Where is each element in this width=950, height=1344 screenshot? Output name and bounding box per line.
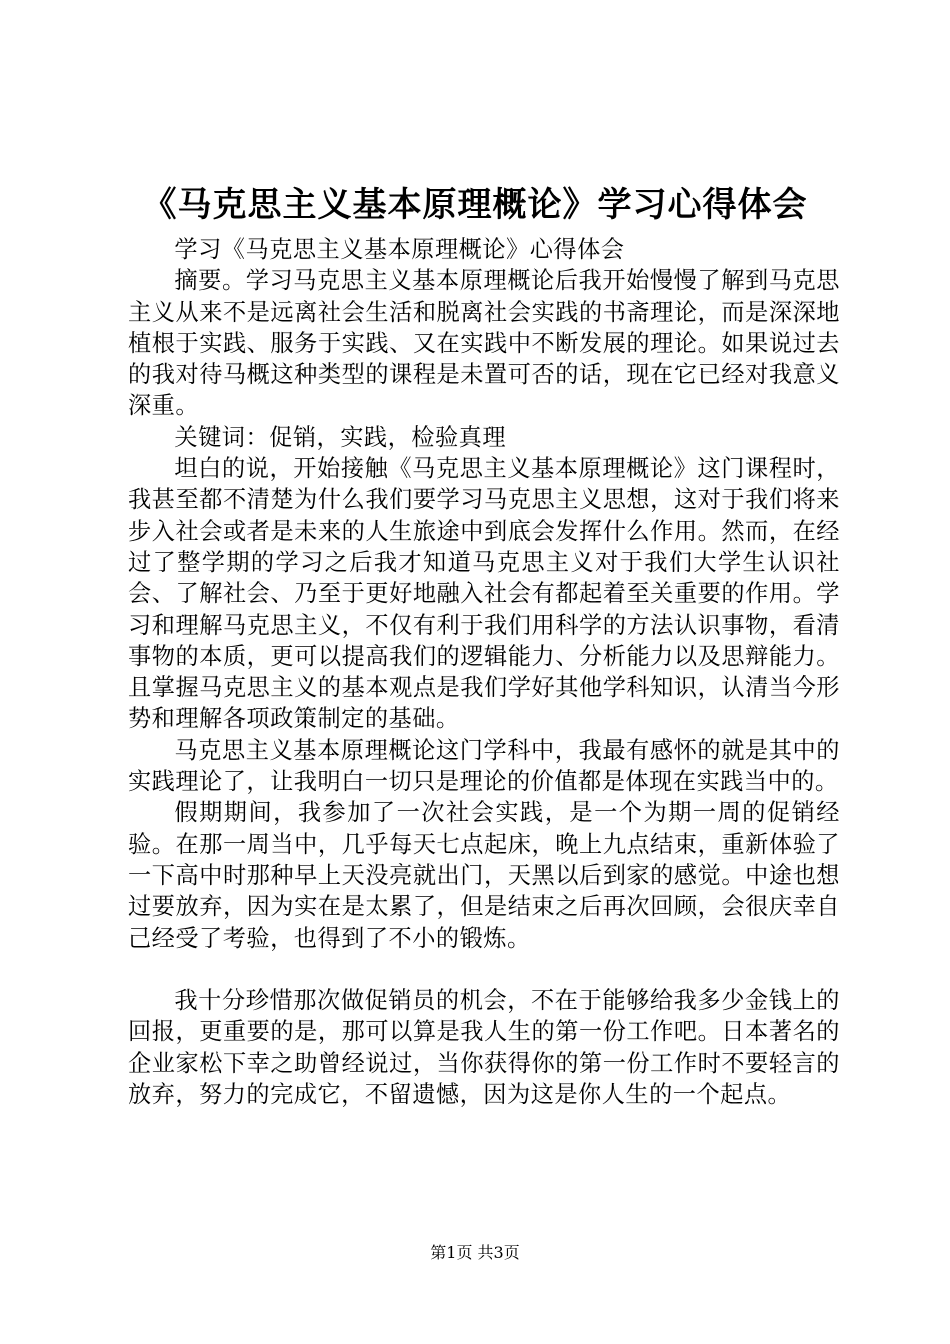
page-number: 第1页 共3页 [430,1243,520,1262]
document-title: 《马克思主义基本原理概论》学习心得体会 [142,185,808,225]
body-paragraph: 假期期间，我参加了一次社会实践，是一个为期一周的促销经验。在那一周当中，几乎每天七点起床，晚上九点结束，重新体验了一下高中时那种早上天没亮就出门，天黑以后到家的感觉。中途也想过要放弃，因为实在是太累了，但是结束之后再次回顾，会很庆幸自己经受了考验，也得到了不小的锻炼。 [128,799,840,952]
body-paragraph: 我十分珍惜那次做促销员的机会，不在于能够给我多少金钱上的回报，更重要的是，那可以算是我人生的第一份工作吧。日本著名的企业家松下幸之助曾经说过，当你获得你的第一份工作时不要轻言的放弃，努力的完成它，不留遗憾，因为这是你人生的一个起点。 [128,987,840,1109]
abstract-paragraph: 摘要。学习马克思主义基本原理概论后我开始慢慢了解到马克思主义从来不是远离社会生活和脱离社会实践的书斋理论，而是深深地植根于实践、服务于实践、又在实践中不断发展的理论。如果说过去的我对待马概这种类型的课程是未置可否的话，现在它已经对我意义深重。 [128,267,840,420]
subtitle-line: 学习《马克思主义基本原理概论》心得体会 [174,236,625,263]
document-body [128,234,840,1110]
body-paragraph: 坦白的说，开始接触《马克思主义基本原理概论》这门课程时，我甚至都不清楚为什么我们要学习马克思主义思想，这对于我们将来步入社会或者是未来的人生旅途中到底会发挥什么作用。然而，在经过了整学期的学习之后我才知道马克思主义对于我们大学生认识社会、了解社会、乃至于更好地融入社会有都起着至关重要的作用。学习和理解马克思主义，不仅有利于我们用科学的方法认识事物，看清事物的本质，更可以提高我们的逻辑能力、分析能力以及思辩能力。且掌握马克思主义的基本观点是我们学好其他学科知识，认清当今形势和理解各项政策制定的基础。 [128,455,840,733]
body-paragraph: 马克思主义基本原理概论这门学科中，我最有感怀的就是其中的实践理论了，让我明白一切只是理论的价值都是体现在实践当中的。 [128,736,840,796]
keywords-line: 关键词：促销，实践，检验真理 [174,423,507,451]
